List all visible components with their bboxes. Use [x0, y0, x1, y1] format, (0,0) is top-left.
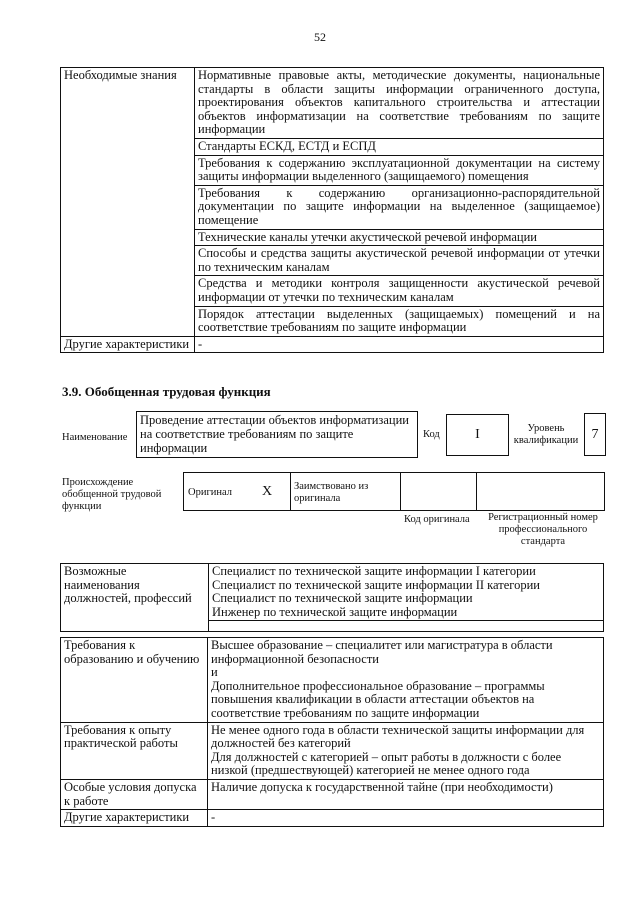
- knowledge-item: Стандарты ЕСКД, ЕСТД и ЕСПД: [195, 138, 604, 155]
- experience-line: Для должностей с категорией – опыт работы в должности с более низкой (предшествующей) категорией не менее одного года: [211, 749, 562, 778]
- positions-list: [209, 564, 604, 621]
- position-item: Специалист по технической защите информации I категории: [212, 564, 536, 578]
- code-label: Код: [423, 429, 440, 440]
- knowledge-table: [60, 67, 604, 353]
- knowledge-item: Требования к содержанию эксплуатационной документации на систему защиты информации выделенного (защищаемого) помещения: [195, 155, 604, 185]
- knowledge-item: Технические каналы утечки акустической речевой информации: [195, 229, 604, 246]
- origin-label: Происхождение обобщенной трудовой функции: [62, 477, 162, 512]
- experience-value: [208, 722, 604, 779]
- origin-grid: [183, 472, 605, 511]
- education-label: Требования к образованию и обучению: [61, 638, 208, 723]
- original-label: Оригинал: [188, 487, 232, 498]
- code-original-caption: Код оригинала: [404, 514, 470, 525]
- education-line: Дополнительное профессиональное образование – программы повышения квалификации в области аттестации объектов на соответствие требованиям по защите информации: [211, 678, 545, 720]
- original-mark: X: [262, 484, 273, 499]
- other-value: -: [208, 810, 604, 827]
- education-value: [208, 638, 604, 723]
- function-name-value: Проведение аттестации объектов информатизации на соответствие требованиям по защите информации: [136, 411, 418, 458]
- knowledge-item: Требования к содержанию организационно-распорядительной документации по защите информации на выделенное (защищаемое) помещение: [195, 185, 604, 229]
- position-item: Специалист по технической защите информации II категории: [212, 577, 540, 592]
- level-value: 7: [584, 413, 606, 456]
- knowledge-label: Необходимые знания: [61, 68, 195, 337]
- page-number: 52: [314, 30, 326, 44]
- positions-spacer: [209, 621, 604, 632]
- special-conditions-label: Особые условия допуска к работе: [61, 779, 208, 809]
- positions-label: Возможные наименования должностей, профессий: [61, 564, 209, 632]
- code-value: I: [446, 414, 509, 456]
- name-label: Наименование: [62, 432, 128, 443]
- position-item: Специалист по технической защите информации: [212, 591, 473, 606]
- other-label: Другие характеристики: [61, 810, 208, 827]
- knowledge-item: Средства и методики контроля защищенности акустической речевой информации от утечки по техническим каналам: [195, 276, 604, 306]
- requirements-table: [60, 637, 604, 827]
- knowledge-item: Порядок аттестации выделенных (защищаемых) помещений и на соответствие требованиям по защите информации: [195, 306, 604, 336]
- education-line: Высшее образование – специалитет или магистратура в области информационной безопасности: [211, 638, 553, 666]
- experience-label: Требования к опыту практической работы: [61, 722, 208, 779]
- experience-line: Не менее одного года в области технической защиты информации для должностей без категорий: [211, 722, 585, 751]
- knowledge-item: Способы и средства защиты акустической речевой информации от утечки по техническим каналам: [195, 246, 604, 276]
- position-item: Инженер по технической защите информации: [212, 604, 458, 619]
- education-line: и: [211, 665, 218, 680]
- reg-number-caption: Регистрационный номер профессионального стандарта: [488, 512, 598, 547]
- section-heading: 3.9. Обобщенная трудовая функция: [62, 384, 271, 399]
- other-characteristics-value: -: [195, 336, 604, 353]
- knowledge-item: Нормативные правовые акты, методические документы, национальные стандарты в области защиты информации ограниченного доступа, проектирования объектов капитального строительства и аттестации объектов информатизации на соответствие требованиям по защите информации: [195, 68, 604, 139]
- borrowed-label: Заимствовано из оригинала: [294, 481, 369, 504]
- level-label: Уровень квалификации: [513, 423, 579, 446]
- other-characteristics-label: Другие характеристики: [61, 336, 195, 353]
- special-conditions-value: Наличие допуска к государственной тайне (при необходимости): [208, 779, 604, 809]
- positions-table: [60, 563, 604, 632]
